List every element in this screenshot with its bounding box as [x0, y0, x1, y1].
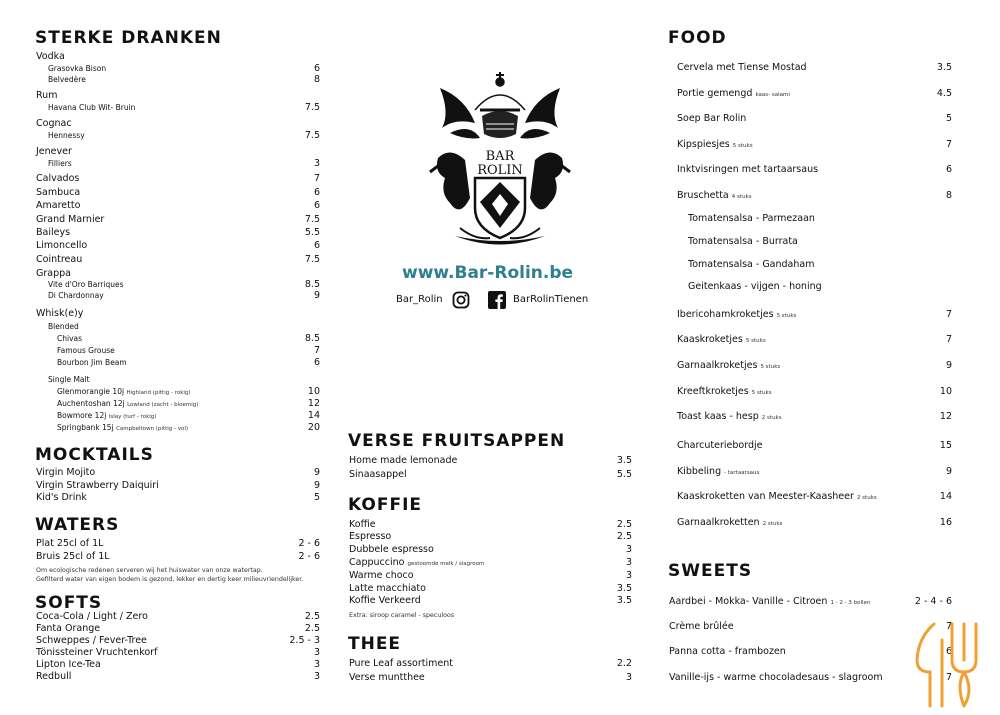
item-name: Di Chardonnay: [48, 291, 104, 300]
menu-item: [36, 623, 320, 635]
item-name: Bowmore 12j: [57, 411, 107, 420]
item-name: Glenmorangie 10j: [57, 387, 125, 396]
item-price: 9: [313, 480, 320, 491]
section-title-softs: SOFTS: [35, 593, 103, 613]
item-name: Amaretto: [36, 200, 81, 211]
menu-item: [677, 386, 952, 399]
item-name: Crème brûlée: [669, 621, 734, 632]
menu-item: [677, 190, 952, 203]
section-title-thee: THEE: [348, 634, 402, 654]
item-name: Warme choco: [349, 570, 414, 581]
menu-item: [36, 647, 320, 659]
item-price: 6: [313, 240, 320, 251]
item-price: 5.5: [304, 227, 320, 238]
menu-item: [677, 440, 952, 452]
menu-item: [349, 583, 632, 595]
menu-item: [349, 570, 632, 582]
item-name: Filliers: [48, 159, 72, 168]
menu-item: [36, 551, 320, 563]
facebook-icon[interactable]: [488, 291, 506, 309]
item-name: Home made lemonade: [349, 455, 458, 466]
item-name: Virgin Strawberry Daiquiri: [36, 480, 159, 491]
item-name: Grand Marnier: [36, 214, 105, 225]
menu-item: [36, 214, 320, 226]
item-name: Virgin Mojito: [36, 467, 96, 478]
item-price: 7: [945, 334, 952, 345]
item-name: Vanille-ijs - warme chocoladesaus - slagroom: [669, 672, 883, 683]
bar-rolin-crest-logo: [420, 68, 580, 253]
item-price: 9: [313, 467, 320, 478]
water-note-line2: Gefilterd water van eigen bodem is gezond, lekker en dertig keer milieuvriendelijker.: [36, 576, 304, 583]
item-price: 7.5: [304, 130, 320, 141]
bruschetta-option: Tomatensalsa - Burrata: [688, 236, 798, 247]
website-url[interactable]: www.Bar-Rolin.be: [402, 263, 574, 283]
category-rum: Rum: [36, 90, 58, 101]
item-name: Bruschetta: [677, 190, 729, 201]
menu-item: [669, 621, 952, 633]
menu-item: [36, 187, 320, 199]
item-desc: gestoomde melk / slagroom: [407, 561, 485, 567]
menu-item: [349, 658, 632, 670]
section-title-koffie: KOFFIE: [348, 495, 423, 515]
item-price: 7: [945, 139, 952, 150]
koffie-extra-note: Extra: siroop caramel - speculoos: [349, 612, 455, 619]
item-desc: 5 stuks: [751, 390, 772, 396]
item-name: Famous Grouse: [57, 346, 115, 355]
item-name: Havana Club Wit- Bruin: [48, 103, 136, 112]
category-jenever: Jenever: [36, 146, 72, 157]
item-name: Springbank 15j: [57, 423, 114, 432]
item-price: 3.5: [616, 455, 632, 466]
menu-item: [48, 74, 320, 86]
item-price: 2.5 - 3: [289, 635, 320, 646]
item-price: 6: [313, 357, 320, 368]
item-name: Limoncello: [36, 240, 88, 251]
menu-item: [36, 635, 320, 647]
menu-item: [36, 254, 320, 266]
item-price: 8: [313, 74, 320, 85]
item-name: Koffie Verkeerd: [349, 595, 421, 606]
item-name: Garnaalkroketten: [677, 517, 760, 528]
section-title-verse-fruitsappen: VERSE FRUITSAPPEN: [348, 431, 566, 451]
item-name: Calvados: [36, 173, 80, 184]
menu-item: [677, 164, 952, 176]
item-name: Cointreau: [36, 254, 83, 265]
menu-item: [57, 422, 320, 435]
item-desc: Islay (turf - rokig): [108, 414, 157, 420]
item-price: 6: [945, 164, 952, 175]
section-title-mocktails: MOCKTAILS: [35, 445, 154, 465]
item-name: Redbull: [36, 671, 72, 682]
item-name: Kreeftkroketjes: [677, 386, 749, 397]
menu-item: [349, 455, 632, 467]
item-price: 7: [945, 309, 952, 320]
item-price: 2 - 6: [298, 538, 320, 549]
item-price: 2 - 4 - 6: [914, 596, 952, 607]
item-price: 9: [945, 466, 952, 477]
menu-item: [349, 519, 632, 531]
item-price: 2.5: [616, 531, 632, 542]
item-name: Kibbeling: [677, 466, 722, 477]
item-name: Kaaskroketten van Meester-Kaasheer: [677, 491, 854, 502]
item-price: 3: [625, 557, 632, 568]
menu-item: [48, 158, 320, 170]
item-name: Plat 25cl of 1L: [36, 538, 104, 549]
cutlery-logo-icon: [912, 620, 987, 710]
item-desc: - tartaarsaus: [724, 470, 760, 476]
item-name: Schweppes / Fever-Tree: [36, 635, 147, 646]
item-name: Cappuccino: [349, 557, 405, 568]
menu-item: [36, 492, 320, 504]
item-price: 8.5: [304, 279, 320, 290]
bruschetta-option: Geitenkaas - vijgen - honing: [688, 281, 822, 292]
menu-item: [349, 544, 632, 556]
item-price: 7.5: [304, 214, 320, 225]
section-title-waters: WATERS: [35, 515, 120, 535]
item-desc: 4 stuks: [731, 194, 752, 200]
item-name: Garnaalkroketjes: [677, 360, 758, 371]
item-name: Portie gemengd: [677, 88, 753, 99]
item-desc: Lowland (zacht - bloemig): [127, 402, 199, 408]
item-price: 3: [313, 671, 320, 682]
section-title-food: FOOD: [668, 28, 727, 48]
item-desc: Campbeltown (pittig - vol): [116, 426, 189, 432]
item-desc: kaas- salami: [755, 92, 790, 98]
item-price: 14: [939, 491, 952, 502]
instagram-handle[interactable]: Bar_Rolin: [396, 294, 443, 305]
item-name: Pure Leaf assortiment: [349, 658, 453, 669]
item-desc: 1 - 2 - 3 bollen: [830, 600, 871, 606]
item-price: 3: [625, 672, 632, 683]
item-price: 10: [307, 386, 320, 397]
item-price: 12: [939, 411, 952, 422]
item-name: Bourbon Jim Beam: [57, 358, 127, 367]
menu-item: [57, 357, 320, 369]
item-name: Charcuteriebordje: [677, 440, 763, 451]
item-name: Baileys: [36, 227, 71, 238]
section-title-sterke-dranken: STERKE DRANKEN: [35, 28, 222, 48]
logo-text-line2: ROLIN: [477, 163, 523, 178]
item-name: Kaaskroketjes: [677, 334, 743, 345]
item-desc: 5 stuks: [776, 313, 797, 319]
item-price: 7: [945, 672, 952, 683]
item-name: Inktvisringen met tartaarsaus: [677, 164, 819, 175]
item-price: 8.5: [304, 333, 320, 344]
item-name: Sambuca: [36, 187, 81, 198]
item-price: 8: [945, 190, 952, 201]
instagram-icon[interactable]: [452, 291, 470, 309]
item-name: Tönissteiner Vruchtenkorf: [36, 647, 158, 658]
menu-item: [677, 334, 952, 347]
item-name: Dubbele espresso: [349, 544, 434, 555]
item-price: 3: [313, 659, 320, 670]
menu-item: [36, 467, 320, 479]
item-name: Aardbei - Mokka- Vanille - Citroen: [669, 596, 828, 607]
item-name: Vite d'Oro Barriques: [48, 280, 124, 289]
item-desc: 2 stuks: [762, 521, 783, 527]
menu-item: [677, 360, 952, 373]
menu-item: [677, 309, 952, 322]
menu-item: [677, 113, 952, 125]
item-name: Sinaasappel: [349, 469, 407, 480]
item-price: 3: [313, 647, 320, 658]
item-price: 6: [313, 63, 320, 74]
item-name: Soep Bar Rolin: [677, 113, 747, 124]
item-name: Kid's Drink: [36, 492, 87, 503]
logo-text-line1: BAR: [485, 149, 515, 164]
item-price: 5: [945, 113, 952, 124]
item-price: 4.5: [936, 88, 952, 99]
item-price: 2.5: [304, 611, 320, 622]
item-desc: 5 stuks: [732, 143, 753, 149]
item-name: Grasovka Bison: [48, 64, 107, 73]
menu-item: [36, 480, 320, 492]
menu-item: [677, 62, 952, 74]
item-name: Lipton Ice-Tea: [36, 659, 101, 670]
category-grappa: Grappa: [36, 268, 71, 279]
item-desc: Highland (pittig - rokig): [126, 390, 191, 396]
item-price: 16: [939, 517, 952, 528]
item-price: 7.5: [304, 102, 320, 113]
item-price: 9: [313, 290, 320, 301]
menu-item: [57, 345, 320, 357]
item-name: Belvedère: [48, 75, 86, 84]
menu-item: [349, 672, 632, 684]
menu-item: [669, 596, 952, 609]
water-note-line1: Om ecologische redenen serveren wij het huiswater van onze watertap.: [36, 567, 263, 574]
item-price: 7: [313, 173, 320, 184]
menu-item: [57, 333, 320, 345]
menu-item: [669, 646, 952, 658]
item-price: 2.5: [304, 623, 320, 634]
item-name: Chivas: [57, 334, 83, 343]
menu-item: [36, 227, 320, 239]
category-whisky: Whisk(e)y: [36, 308, 84, 319]
item-price: 2.2: [616, 658, 632, 669]
item-price: 3: [313, 158, 320, 169]
item-price: 3.5: [616, 595, 632, 606]
item-desc: 2 stuks: [856, 495, 877, 501]
menu-item: [677, 466, 952, 479]
item-name: Kipspiesjes: [677, 139, 730, 150]
menu-item: [677, 411, 952, 424]
item-name: Auchentoshan 12j: [57, 399, 125, 408]
item-price: 5.5: [616, 469, 632, 480]
item-name: Coca-Cola / Light / Zero: [36, 611, 148, 622]
item-name: Toast kaas - hesp: [677, 411, 759, 422]
item-price: 14: [307, 410, 320, 421]
menu-item: [48, 102, 320, 114]
item-price: 10: [939, 386, 952, 397]
item-price: 9: [945, 360, 952, 371]
item-name: Ibericohamkroketjes: [677, 309, 774, 320]
menu-item: [36, 538, 320, 550]
section-title-sweets: SWEETS: [668, 561, 753, 581]
item-price: 3: [625, 570, 632, 581]
category-vodka: Vodka: [36, 51, 65, 62]
menu-item: [677, 517, 952, 530]
subcategory-blended: Blended: [48, 322, 79, 331]
item-price: 3.5: [936, 62, 952, 73]
item-name: Koffie: [349, 519, 376, 530]
item-price: 3: [625, 544, 632, 555]
item-name: Bruis 25cl of 1L: [36, 551, 110, 562]
menu-item: [36, 611, 320, 623]
bruschetta-option: Tomatensalsa - Parmezaan: [688, 213, 815, 224]
subcategory-single-malt: Single Malt: [48, 375, 90, 384]
menu-item: [349, 469, 632, 481]
item-price: 7: [313, 345, 320, 356]
menu-item: [677, 139, 952, 152]
item-price: 12: [307, 398, 320, 409]
menu-item: [36, 659, 320, 671]
menu-item: [349, 595, 632, 607]
item-name: Cervela met Tiense Mostad: [677, 62, 807, 73]
menu-item: [36, 240, 320, 252]
item-name: Latte macchiato: [349, 583, 426, 594]
item-price: 6: [313, 187, 320, 198]
facebook-handle[interactable]: BarRolinTienen: [513, 294, 589, 305]
menu-item: [349, 531, 632, 543]
menu-item: [36, 200, 320, 212]
item-price: 7.5: [304, 254, 320, 265]
item-desc: 2 stuks: [761, 415, 782, 421]
item-price: 2.5: [616, 519, 632, 530]
menu-item: [36, 173, 320, 185]
item-price: 5: [313, 492, 320, 503]
item-price: 20: [307, 422, 320, 433]
item-price: 15: [939, 440, 952, 451]
item-name: Panna cotta - frambozen: [669, 646, 786, 657]
item-price: 6: [313, 200, 320, 211]
menu-item: [677, 88, 952, 101]
menu-item: [349, 557, 632, 570]
item-name: Verse muntthee: [349, 672, 425, 683]
item-name: Espresso: [349, 531, 392, 542]
item-price: 6: [945, 646, 952, 657]
menu-item: [48, 130, 320, 142]
item-name: Hennessy: [48, 131, 85, 140]
bruschetta-option: Tomatensalsa - Gandaham: [688, 259, 815, 270]
category-cognac: Cognac: [36, 118, 72, 129]
item-desc: 5 stuks: [745, 338, 766, 344]
menu-item: [677, 491, 952, 504]
item-price: 7: [945, 621, 952, 632]
item-price: 3.5: [616, 583, 632, 594]
item-price: 2 - 6: [298, 551, 320, 562]
menu-item: [48, 290, 320, 302]
item-desc: 5 stuks: [760, 364, 781, 370]
item-name: Fanta Orange: [36, 623, 101, 634]
menu-item: [669, 672, 952, 684]
menu-item: [36, 671, 320, 683]
